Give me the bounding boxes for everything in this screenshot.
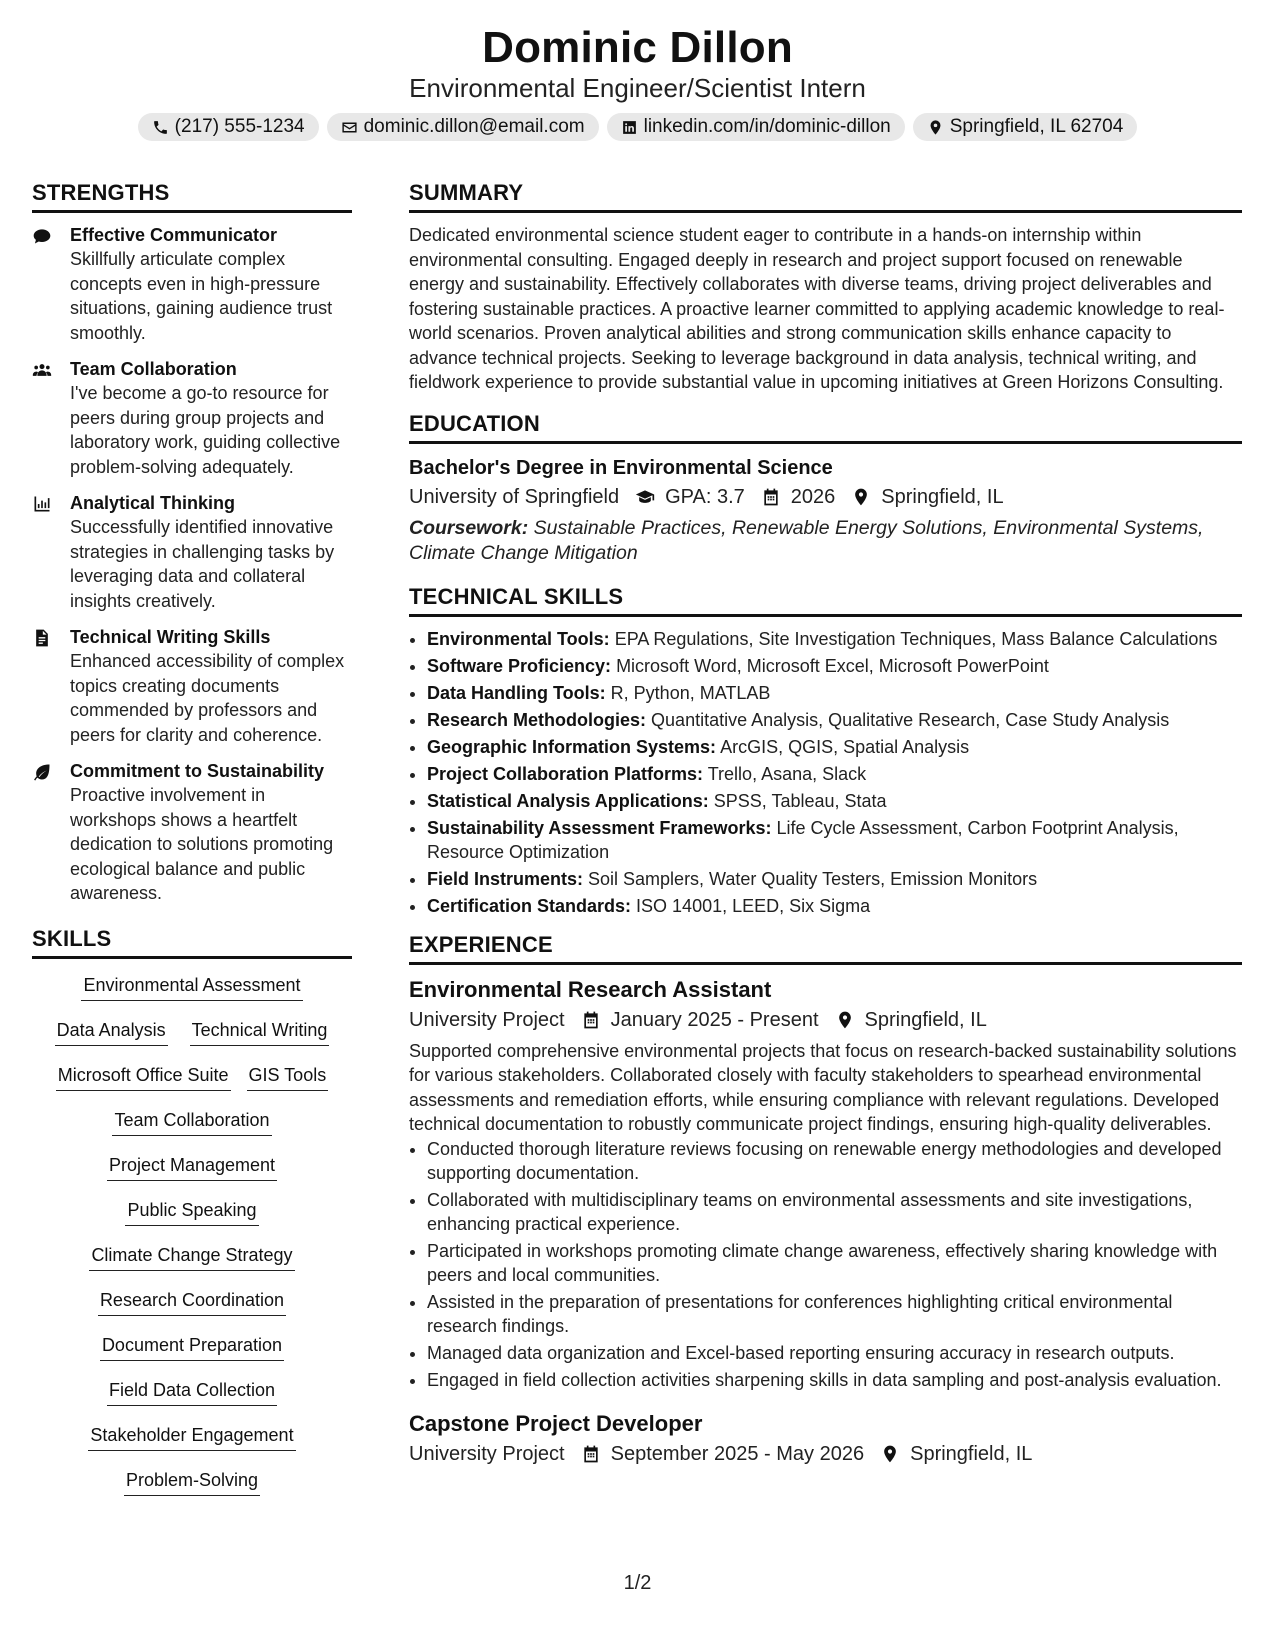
list-item: • Geographic Information Systems: ArcGIS, QGIS, Spatial Analysis (427, 735, 1242, 759)
skill-tag: Stakeholder Engagement (88, 1423, 295, 1451)
right-column (409, 178, 1242, 1469)
job-location: Springfield, IL (910, 1442, 1033, 1465)
linkedin-text: linkedin.com/in/dominic-dillon (643, 116, 891, 137)
skill-tag: Technical Writing (190, 1018, 330, 1046)
strength-title: Analytical Thinking (70, 493, 236, 513)
job-title: Capstone Project Developer (409, 1410, 703, 1436)
strength-title: Team Collaboration (70, 359, 237, 379)
coursework (409, 516, 1242, 566)
strength-desc: Successfully identified innovative strategies in challenging tasks by leveraging data and collateral insights creatively. (70, 517, 335, 611)
candidate-name: Dominic Dillon (482, 23, 793, 72)
strength-desc: I've become a go-to resource for peers during group projects and laboratory work, guiding collective problem-solving adequately. (70, 383, 341, 477)
job-summary: Supported comprehensive environmental projects that focus on research-backed sustainability solutions for various stakeholders. Collaborated closely with faculty stakeholders to spearhead environmental assessments and remediation efforts, while ensuring compliance with relevant regulations. Developed technical documentation to robustly communicate project findings, ensuring high-quality deliverables. (409, 1040, 1237, 1134)
contact-bar (0, 113, 1275, 141)
contact-phone[interactable] (138, 113, 319, 141)
list-item: • Project Collaboration Platforms: Trello, Asana, Slack (427, 762, 1242, 786)
map-pin-icon (835, 1010, 855, 1030)
skill-tag: Document Preparation (100, 1333, 284, 1361)
list-item: • Environmental Tools: EPA Regulations, Site Investigation Techniques, Mass Balance Calculations (427, 627, 1242, 651)
strength-item (32, 357, 352, 479)
contact-email[interactable] (327, 113, 599, 141)
school-name: University of Springfield (409, 485, 620, 508)
skill-tag: Data Analysis (55, 1018, 168, 1046)
skills-heading: SKILLS (32, 924, 352, 959)
skill-tag: Problem-Solving (124, 1468, 260, 1496)
skill-tag: Climate Change Strategy (89, 1243, 294, 1271)
job-dates: January 2025 - Present (610, 1008, 819, 1031)
list-item: • Sustainability Assessment Frameworks: Life Cycle Assessment, Carbon Footprint Analysis, Resource Optimization (427, 816, 1242, 864)
skill-tag: Public Speaking (125, 1198, 258, 1226)
map-pin-icon (851, 487, 871, 507)
list-item: • Conducted thorough literature reviews focusing on renewable energy methodologies and developed supporting documentation. (427, 1137, 1242, 1185)
summary-heading: SUMMARY (409, 178, 1242, 213)
list-item: • Data Handling Tools: R, Python, MATLAB (427, 681, 1242, 705)
contact-linkedin[interactable] (607, 113, 905, 141)
phone-icon (152, 119, 169, 136)
list-item: • Engaged in field collection activities sharpening skills in data sampling and post-analysis evaluation. (427, 1368, 1242, 1392)
degree-title: Bachelor's Degree in Environmental Science (409, 456, 833, 479)
envelope-icon (341, 119, 358, 136)
strength-item (32, 759, 352, 906)
technical-skills-list (409, 627, 1242, 918)
job-title: Environmental Research Assistant (409, 976, 772, 1002)
strength-title: Effective Communicator (70, 225, 278, 245)
school-location: Springfield, IL (881, 485, 1004, 508)
left-column (32, 178, 352, 1496)
graduation-year: 2026 (790, 485, 836, 508)
job-meta (409, 1439, 1242, 1469)
technical-skills-heading: TECHNICAL SKILLS (409, 582, 1242, 617)
skills-list (32, 969, 352, 1496)
list-item: • Certification Standards: ISO 14001, LEED, Six Sigma (427, 894, 1242, 918)
education-meta (409, 482, 1242, 512)
map-pin-icon (927, 119, 944, 136)
page-number: 1/2 (623, 1572, 652, 1594)
gpa-text: GPA: 3.7 (665, 485, 745, 508)
list-item: • Managed data organization and Excel-based reporting ensuring accuracy in research outputs. (427, 1341, 1242, 1365)
strength-item (32, 491, 352, 613)
list-item: • Software Proficiency: Microsoft Word, Microsoft Excel, Microsoft PowerPoint (427, 654, 1242, 678)
job-meta (409, 1005, 1242, 1035)
list-item: • Assisted in the preparation of presentations for conferences highlighting critical environmental research findings. (427, 1290, 1242, 1338)
calendar-icon (581, 1010, 601, 1030)
skill-tag: Research Coordination (98, 1288, 286, 1316)
speech-bubble-icon (32, 226, 52, 246)
job-dates: September 2025 - May 2026 (610, 1442, 865, 1465)
coursework-text: Sustainable Practices, Renewable Energy Solutions, Environmental Systems, Climate Change Mitigation (409, 516, 1204, 564)
strength-item (32, 625, 352, 747)
strength-desc: Enhanced accessibility of complex topics creating documents commended by professors and peers for clarity and coherence. (70, 651, 345, 745)
list-item: • Field Instruments: Soil Samplers, Water Quality Testers, Emission Monitors (427, 867, 1242, 891)
leaf-icon (32, 762, 52, 782)
skill-tag: GIS Tools (247, 1063, 329, 1091)
job-org: University Project (409, 1008, 565, 1031)
users-icon (32, 360, 52, 380)
skill-tag: Environmental Assessment (81, 973, 302, 1001)
skill-tag: Team Collaboration (112, 1108, 271, 1136)
strength-title: Technical Writing Skills (70, 627, 271, 647)
email-text: dominic.dillon@email.com (363, 116, 585, 137)
linkedin-icon (621, 119, 638, 136)
skill-tag: Microsoft Office Suite (56, 1063, 231, 1091)
strength-title: Commitment to Sustainability (70, 761, 325, 781)
chart-bars-icon (32, 494, 52, 514)
skill-tag: Field Data Collection (107, 1378, 277, 1406)
strengths-heading: STRENGTHS (32, 178, 352, 213)
strength-desc: Proactive involvement in workshops shows a heartfelt dedication to solutions promoting ecological balance and public awareness. (70, 785, 334, 903)
job-bullets (409, 1137, 1242, 1392)
strength-desc: Skillfully articulate complex concepts even in high-pressure situations, gaining audience trust smoothly. (70, 249, 333, 343)
calendar-icon (761, 487, 781, 507)
experience-heading: EXPERIENCE (409, 930, 1242, 965)
job-location: Springfield, IL (864, 1008, 987, 1031)
coursework-label: Coursework: (409, 516, 529, 539)
strength-item (32, 223, 352, 345)
job-org: University Project (409, 1442, 565, 1465)
list-item: • Collaborated with multidisciplinary teams on environmental assessments and site investigations, enhancing practical experience. (427, 1188, 1242, 1236)
list-item: • Participated in workshops promoting climate change awareness, effectively sharing knowledge with peers and local communities. (427, 1239, 1242, 1287)
document-icon (32, 628, 52, 648)
phone-text: (217) 555-1234 (174, 116, 305, 137)
list-item: • Statistical Analysis Applications: SPSS, Tableau, Stata (427, 789, 1242, 813)
map-pin-icon (880, 1444, 900, 1464)
summary-text: Dedicated environmental science student eager to contribute in a hands-on internship within environmental consulting. Engaged deeply in research and project support focused on renewable energy and sustainability. Effectively collaborates with diverse teams, driving project deliverables and fostering sustainable practices. A proactive learner committed to applying academic knowledge to real-world scenarios. Proven analytical abilities and strong communication skills enhance capacity to advance technical projects. Seeking to leverage background in data analysis, technical writing, and fieldwork experience to provide substantial value in upcoming initiatives at Green Horizons Consulting. (409, 225, 1225, 392)
graduation-cap-icon (635, 487, 655, 507)
education-heading: EDUCATION (409, 409, 1242, 444)
candidate-title: Environmental Engineer/Scientist Intern (409, 73, 866, 103)
location-text: Springfield, IL 62704 (949, 116, 1124, 137)
list-item: • Research Methodologies: Quantitative Analysis, Qualitative Research, Case Study Analysis (427, 708, 1242, 732)
contact-location (913, 113, 1138, 141)
skill-tag: Project Management (107, 1153, 277, 1181)
calendar-icon (581, 1444, 601, 1464)
